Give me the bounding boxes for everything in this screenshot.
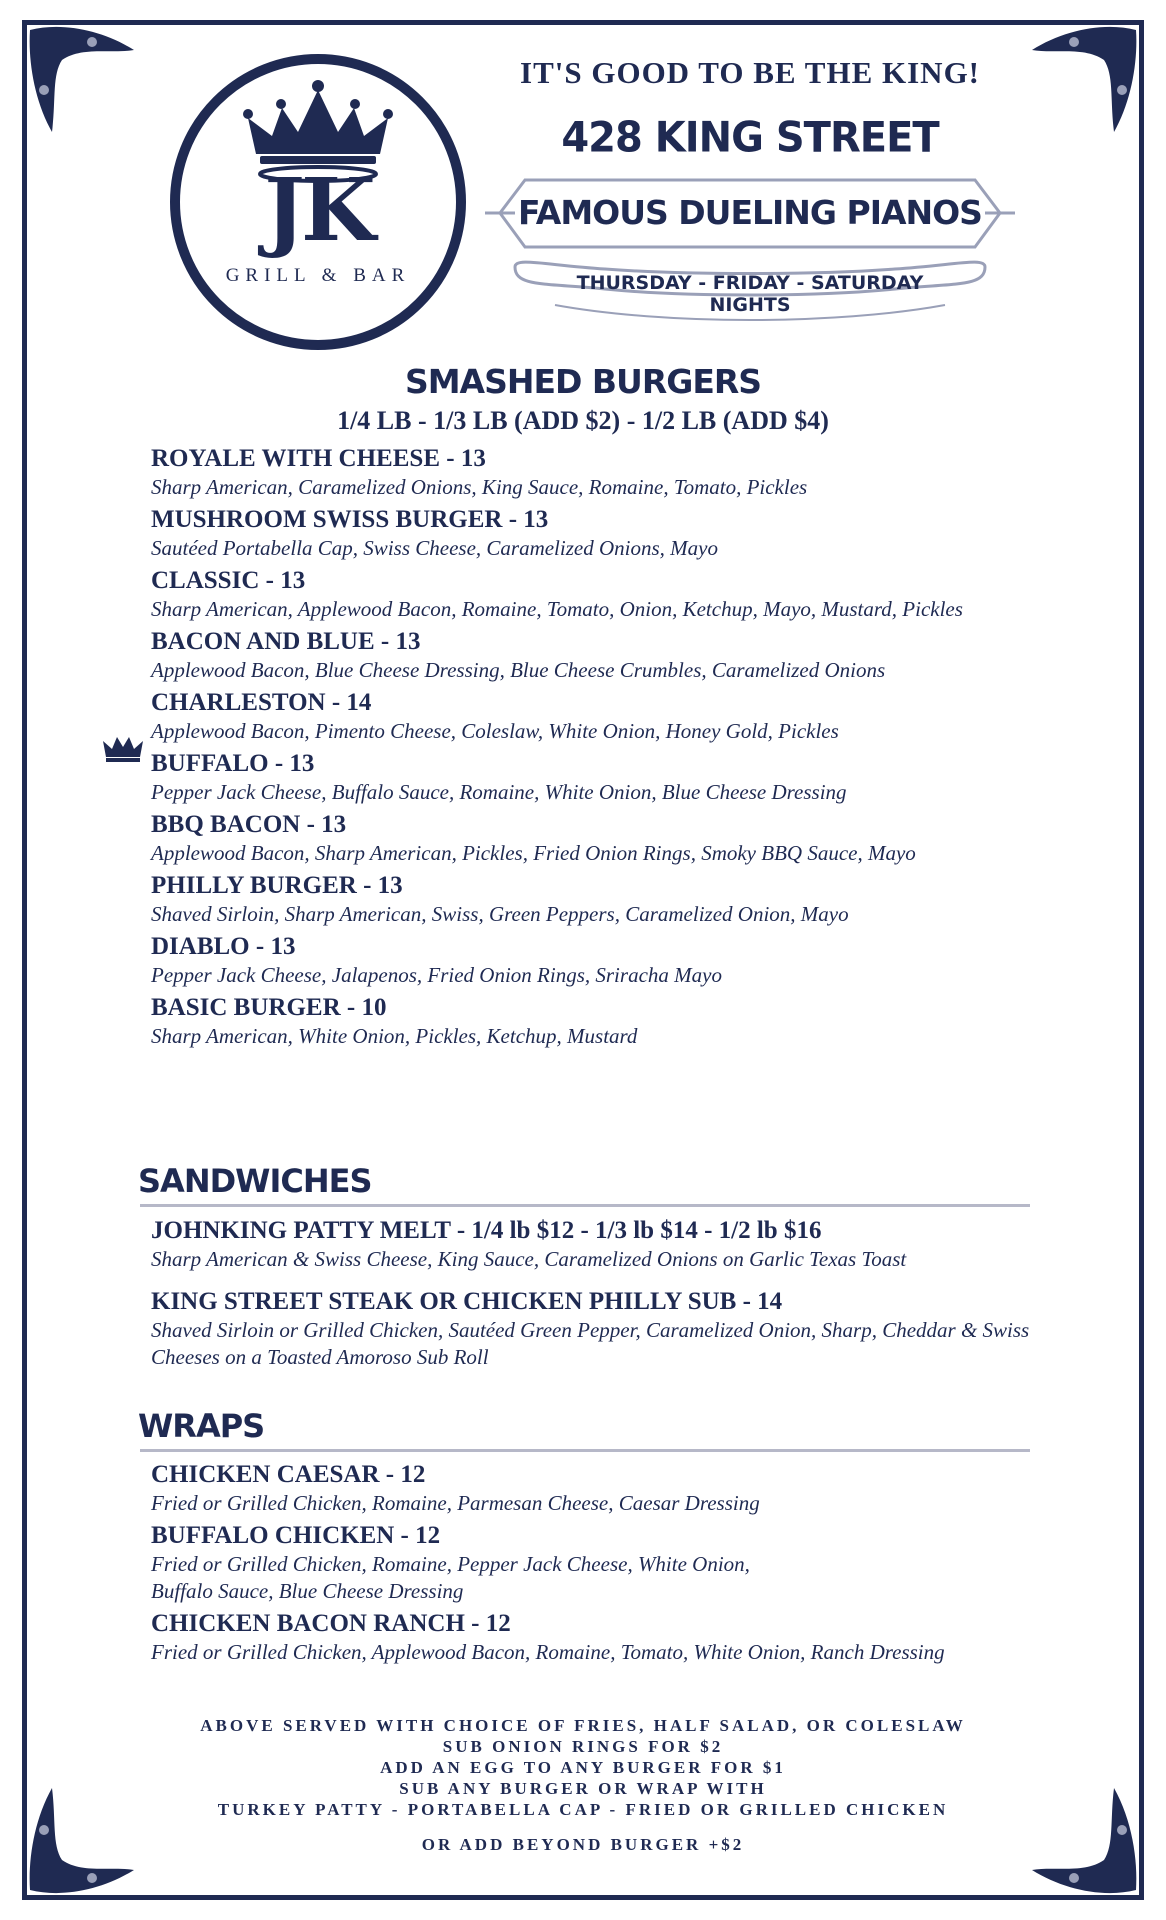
footer-line: SUB ANY BURGER OR WRAP WITH <box>399 1779 767 1798</box>
burgers-list <box>151 444 1031 1054</box>
item-description: Applewood Bacon, Blue Cheese Dressing, Blue Cheese Crumbles, Caramelized Onions <box>151 658 886 682</box>
item-name: BBQ BACON - 13 <box>151 811 347 838</box>
item-name: BUFFALO CHICKEN - 12 <box>151 1522 441 1549</box>
wraps-list <box>151 1460 1021 1670</box>
item-name: DIABLO - 13 <box>151 933 296 960</box>
item-description: Fried or Grilled Chicken, Romaine, Pepper Jack Cheese, White Onion, Buffalo Sauce, Blue Cheese Dressing <box>151 1552 750 1603</box>
section-divider <box>140 1449 1030 1452</box>
wraps-title: WRAPS <box>138 1407 265 1445</box>
list-item <box>151 810 1031 867</box>
item-description: Sautéed Portabella Cap, Swiss Cheese, Caramelized Onions, Mayo <box>151 536 718 560</box>
footer-line: OR ADD BEYOND BURGER +$2 <box>421 1835 745 1854</box>
logo-initials: JK <box>264 160 372 261</box>
sandwiches-list <box>151 1216 1031 1375</box>
item-description: Sharp American, Applewood Bacon, Romaine, Tomato, Onion, Ketchup, Mayo, Mustard, Pickles <box>151 597 963 621</box>
item-name: CHICKEN BACON RANCH - 12 <box>151 1610 511 1637</box>
item-description: Sharp American & Swiss Cheese, King Sauce, Caramelized Onions on Garlic Texas Toast <box>151 1247 907 1271</box>
item-description: Pepper Jack Cheese, Buffalo Sauce, Romaine, White Onion, Blue Cheese Dressing <box>151 780 847 804</box>
item-description: Pepper Jack Cheese, Jalapenos, Fried Onion Rings, Sriracha Mayo <box>151 963 722 987</box>
list-item <box>151 505 1031 562</box>
item-description: Applewood Bacon, Pimento Cheese, Coleslaw, White Onion, Honey Gold, Pickles <box>151 719 839 743</box>
footer-line: SUB ONION RINGS FOR $2 <box>442 1737 724 1756</box>
item-description: Shaved Sirloin, Sharp American, Swiss, Green Peppers, Caramelized Onion, Mayo <box>151 902 849 926</box>
event-nights: THURSDAY - FRIDAY - SATURDAY NIGHTS <box>576 272 924 316</box>
burger-sizes: 1/4 LB - 1/3 LB (ADD $2) - 1/2 LB (ADD $4) <box>337 406 829 435</box>
tagline: IT'S GOOD TO BE THE KING! <box>520 55 980 90</box>
item-name: JOHNKING PATTY MELT - 1/4 lb $12 - 1/3 lb $14 - 1/2 lb $16 <box>151 1217 822 1244</box>
footer-line: ABOVE SERVED WITH CHOICE OF FRIES, HALF SALAD, OR COLESLAW <box>200 1716 966 1735</box>
item-name: CLASSIC - 13 <box>151 567 306 594</box>
list-item <box>151 1521 1021 1605</box>
footer-notes <box>0 1715 1166 1855</box>
list-item <box>151 1216 1031 1273</box>
item-description: Fried or Grilled Chicken, Romaine, Parmesan Cheese, Caesar Dressing <box>151 1491 760 1515</box>
item-name: MUSHROOM SWISS BURGER - 13 <box>151 506 549 533</box>
list-item <box>151 688 1031 745</box>
item-name: PHILLY BURGER - 13 <box>151 872 403 899</box>
item-description: Sharp American, Caramelized Onions, King Sauce, Romaine, Tomato, Pickles <box>151 475 808 499</box>
item-name: KING STREET STEAK OR CHICKEN PHILLY SUB - 14 <box>151 1288 783 1315</box>
crown-icon <box>100 733 146 763</box>
list-item <box>151 749 1031 806</box>
item-name: BUFFALO - 13 <box>151 750 315 777</box>
list-item <box>151 1609 1021 1666</box>
footer-line: ADD AN EGG TO ANY BURGER FOR $1 <box>380 1758 786 1777</box>
list-item <box>151 444 1031 501</box>
item-name: BASIC BURGER - 10 <box>151 994 387 1021</box>
section-divider <box>140 1204 1030 1207</box>
item-description: Sharp American, White Onion, Pickles, Ketchup, Mustard <box>151 1024 638 1048</box>
item-description: Fried or Grilled Chicken, Applewood Bacon, Romaine, Tomato, White Onion, Ranch Dressing <box>151 1640 945 1664</box>
item-name: ROYALE WITH CHEESE - 13 <box>151 445 486 472</box>
list-item <box>151 993 1031 1050</box>
address: 428 KING STREET <box>561 113 939 163</box>
burgers-title: SMASHED BURGERS <box>404 362 762 401</box>
crown-icon <box>243 80 393 164</box>
list-item <box>151 1287 1031 1371</box>
corner-ornament-icon <box>1024 20 1144 140</box>
list-item <box>151 932 1031 989</box>
sandwiches-title: SANDWICHES <box>138 1162 372 1200</box>
event-title: FAMOUS DUELING PIANOS <box>518 193 982 232</box>
corner-ornament-icon <box>22 20 142 140</box>
list-item <box>151 627 1031 684</box>
item-name: CHICKEN CAESAR - 12 <box>151 1461 426 1488</box>
logo-subtitle: GRILL & BAR <box>225 265 411 286</box>
list-item <box>151 566 1031 623</box>
item-description: Shaved Sirloin or Grilled Chicken, Sautéed Green Pepper, Caramelized Onion, Sharp, Cheddar & Swiss Cheeses on a Toasted Amoroso Sub Roll <box>151 1318 1030 1369</box>
list-item <box>151 1460 1021 1517</box>
item-description: Applewood Bacon, Sharp American, Pickles, Fried Onion Rings, Smoky BBQ Sauce, Mayo <box>151 841 916 865</box>
footer-line: TURKEY PATTY - PORTABELLA CAP - FRIED OR GRILLED CHICKEN <box>217 1800 949 1819</box>
list-item <box>151 871 1031 928</box>
item-name: BACON AND BLUE - 13 <box>151 628 421 655</box>
item-name: CHARLESTON - 14 <box>151 689 372 716</box>
